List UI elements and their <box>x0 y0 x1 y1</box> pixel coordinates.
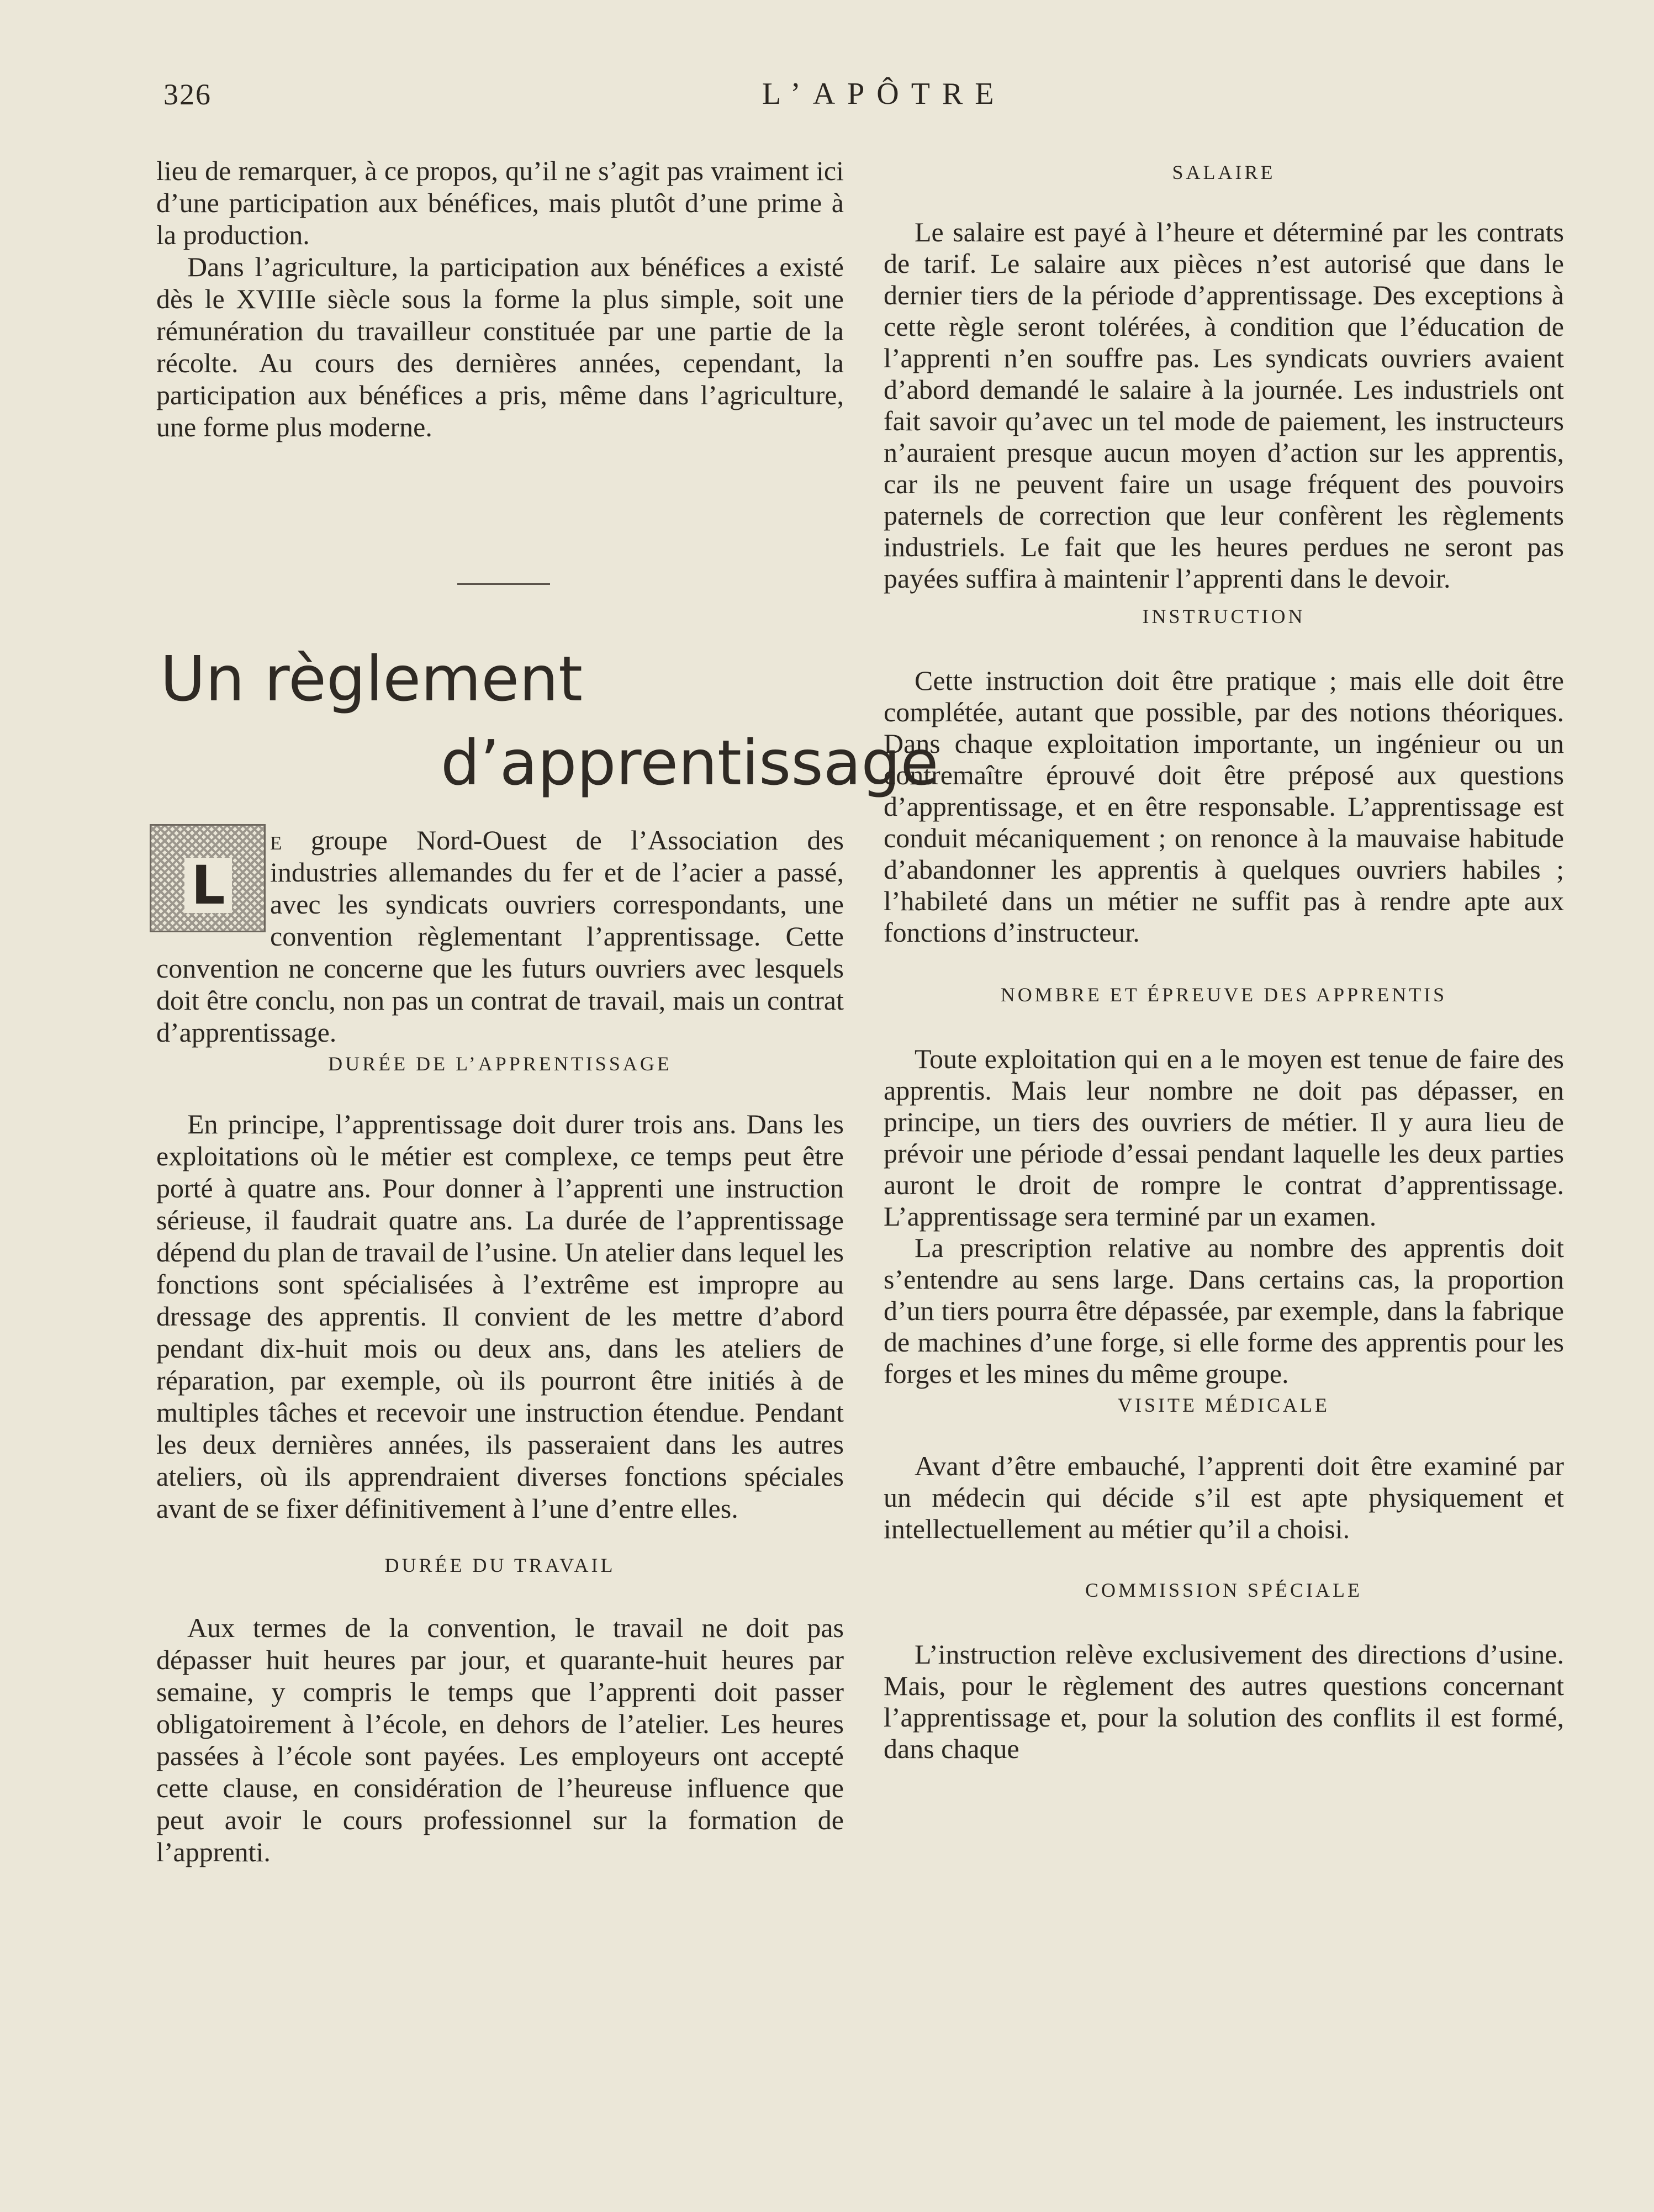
journal-title: L’APÔTRE <box>762 77 1006 111</box>
section-heading: DURÉE DU TRAVAIL <box>384 1554 616 1576</box>
page-number: 326 <box>163 78 212 111</box>
left-column-top <box>156 155 844 443</box>
section-divider <box>457 583 550 585</box>
paragraph: Toute exploitation qui en a le moyen est tenue de faire des apprentis. Mais leur nombre ne doit pas dépasser, en principe, un tiers des ouvriers de métier. Il y aura lieu de prévoir une période d’essai pendant laquelle les deux parties auront le droit de rompre le contrat d’apprentissage. L’apprentissage sera terminé par un examen. <box>884 1043 1564 1232</box>
paragraph: Avant d’être embauché, l’apprenti doit être examiné par un médecin qui décide s’il est apte physiquement et intellectuellement au métier qu’il a choisi. <box>884 1450 1564 1544</box>
section-heading: VISITE MÉDICALE <box>1118 1394 1330 1416</box>
section-heading: INSTRUCTION <box>1142 605 1306 627</box>
paragraph: Cette instruction doit être pratique ; mais elle doit être complétée, autant que possible, par des notions théoriques. Dans chaque exploitation importante, un ingénieur ou un contremaître éprouvé doit être préposé aux questions d’apprentissage, et en être responsable. L’apprentissage est conduit mécaniquement ; on renonce à la mauvaise habitude d’abandonner les apprentis à quelques ouvriers habiles ; l’habileté dans un métier ne suffit pas à rendre apte aux fonctions d’instructeur. <box>884 665 1564 948</box>
paragraph: lieu de remarquer, à ce propos, qu’il ne s’agit pas vraiment ici d’une participation aux bénéfices, mais plutôt d’une prime à la production. <box>156 155 844 250</box>
intro-text: groupe Nord-Ouest de l’Association des industries allemandes du fer et de l’acier a passé, avec les syndicats ouvriers correspondants, une convention règlementant l’apprentissage. Cette convention ne concerne que les futurs ouvriers avec lesquels doit être conclu, non pas un contrat de travail, mais un contrat d’apprentissage. <box>156 825 844 1048</box>
dropcap-letter: L <box>184 858 232 913</box>
left-column-article <box>156 824 844 1868</box>
paragraph: Aux termes de la convention, le travail ne doit pas dépasser huit heures par jour, et quarante-huit heures par semaine, y compris le temps que l’apprenti doit passer obligatoirement à l’école, en dehors de l’atelier. Les heures passées à l’école sont payées. Les employeurs ont accepté cette clause, en considération de l’heureuse influence que peut avoir le cours professionnel sur la formation de l’apprenti. <box>156 1612 844 1867</box>
article-title-line2: d’apprentissage <box>441 727 939 799</box>
intro-paragraph <box>156 824 844 1048</box>
paragraph: La prescription relative au nombre des apprentis doit s’entendre au sens large. Dans certains cas, la proportion d’un tiers pourra être dépassée, par exemple, dans la fabrique de machines d’une forge, si elle forme des apprentis pour les forges et les mines du même groupe. <box>884 1232 1564 1389</box>
article-title-line1: Un règlement <box>160 643 583 715</box>
intro-first-letters: e <box>270 825 282 856</box>
paragraph: L’instruction relève exclusivement des directions d’usine. Mais, pour le règlement des autres questions concernant l’apprentissage et, pour la solution des conflits il est formé, dans chaque <box>884 1639 1564 1764</box>
section-heading: COMMISSION SPÉCIALE <box>1085 1579 1363 1601</box>
paragraph: Dans l’agriculture, la participation aux bénéfices a existé dès le XVIIIe siècle sous la forme la plus simple, soit une rémunération du travailleur constituée par une partie de la récolte. Au cours des dernières années, cependant, la participation aux bénéfices a pris, même dans l’agriculture, une forme plus moderne. <box>156 251 844 442</box>
ornamental-dropcap <box>150 824 266 932</box>
section-heading: DURÉE DE L’APPRENTISSAGE <box>328 1053 672 1075</box>
paragraph: En principe, l’apprentissage doit durer trois ans. Dans les exploitations où le métier est complexe, ce temps peut être porté à quatre ans. Pour donner à l’apprenti une instruction sérieuse, il faudrait quatre ans. La durée de l’apprentissage dépend du plan de travail de l’usine. Un atelier dans lequel les fonctions sont spécialisées à l’extrême est impropre au dressage des apprentis. Il convient de les mettre d’abord pendant dix-huit mois ou deux ans, dans les ateliers de réparation, par exemple, où ils pourront être initiés à de multiples tâches et recevoir une instruction étendue. Pendant les deux dernières années, ils passeraient dans les autres ateliers, où ils apprendraient diverses fonctions spéciales avant de se fixer définitivement à l’une d’entre elles. <box>156 1108 844 1524</box>
paragraph: Le salaire est payé à l’heure et déterminé par les contrats de tarif. Le salaire aux pièces n’est autorisé que dans le dernier tiers de la période d’apprentissage. Des exceptions à cette règle seront tolérées, à condition que l’éducation de l’apprenti n’en souffre pas. Les syndicats ouvriers avaient d’abord demandé le salaire à la journée. Les industriels ont fait savoir qu’avec un tel mode de paiement, les instructeurs n’auraient presque aucun moyen d’action sur les apprentis, car ils ne peuvent faire un usage fréquent des pouvoirs paternels de correction que leur confèrent les règlements industriels. Le fait que les heures perdues ne seront pas payées suffira à maintenir l’apprenti dans le devoir. <box>884 217 1564 594</box>
right-column <box>884 160 1564 1765</box>
section-heading: NOMBRE ET ÉPREUVE DES APPRENTIS <box>1000 984 1447 1006</box>
section-heading: SALAIRE <box>1172 161 1276 183</box>
